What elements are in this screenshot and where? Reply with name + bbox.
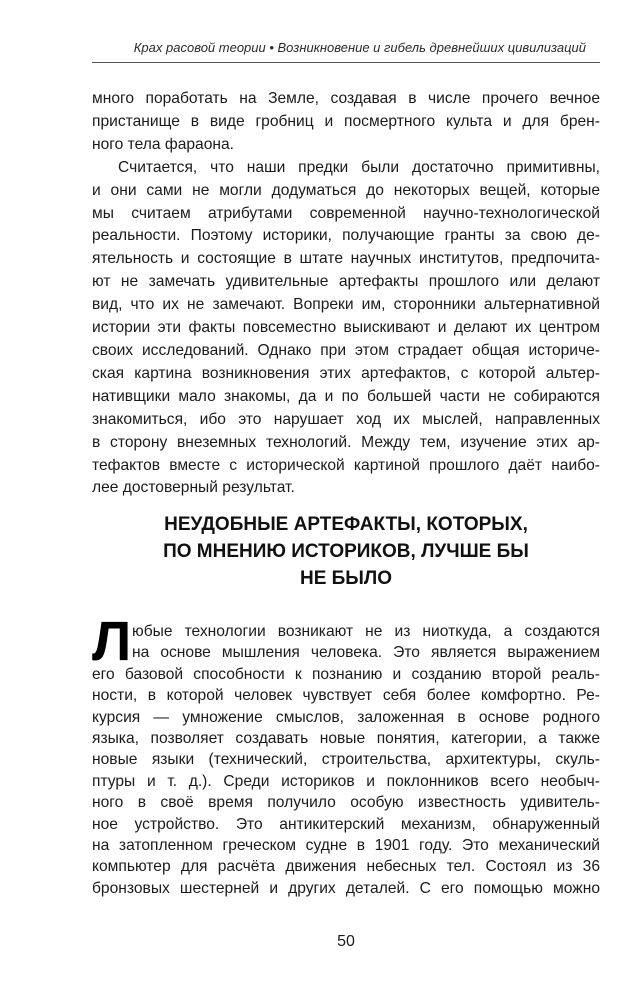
text-line: пристанище в виде гробниц и посмертного культа и для брен- — [92, 112, 600, 130]
text-line: на затопленном греческом судне в 1901 году. Это механический — [92, 837, 600, 855]
section-heading — [92, 511, 600, 592]
text-line: новые языки (технический, строительства, архитектуры, скуль- — [92, 751, 600, 769]
text-line: лее достоверный результат. — [92, 479, 295, 497]
text-line: ное устройство. Это антикитерский механизм, обнаруженный — [92, 815, 600, 833]
text-line: мы считаем атрибутами современной научно-технологической — [92, 204, 600, 222]
text-line: компьютер для расчёта движения небесных тел. Состоял из 36 — [92, 858, 600, 876]
text-line: вид, что их не замечают. Вопреки им, сторонники альтернативной — [92, 296, 600, 314]
text-line: Считается, что наши предки были достаточно примитивны, — [118, 158, 600, 176]
running-header: Крах расовой теории • Возникновение и гибель древнейших цивилизаций — [133, 40, 586, 55]
text-line: курсия — умножение смыслов, заложенная в основе родного — [92, 708, 600, 726]
drop-cap: Л — [92, 609, 132, 672]
paragraph — [92, 621, 600, 899]
text-line: его базовой способности к познанию и созданию второй реаль- — [92, 665, 600, 683]
text-line: юбые технологии возникают не из ниоткуда, а создаются — [132, 623, 600, 640]
text-line: много поработать на Земле, создавая в числе прочего вечное — [92, 90, 600, 107]
heading-line: ПО МНЕНИЮ ИСТОРИКОВ, ЛУЧШЕ БЫ — [163, 541, 529, 562]
heading-line: НЕУДОБНЫЕ АРТЕФАКТЫ, КОТОРЫХ, — [164, 514, 528, 535]
header-rule — [92, 62, 600, 63]
text-line: ного тела фараона. — [92, 135, 234, 153]
text-line: ности, в которой человек чувствует себя более комфортно. Ре- — [92, 687, 600, 705]
section-body — [92, 609, 600, 899]
heading-line: НЕ БЫЛО — [299, 568, 393, 589]
page-number: 50 — [337, 933, 355, 950]
text-line: птуры и т. д.). Среди историков и поклонников всего необыч- — [92, 772, 600, 790]
paragraph — [92, 157, 600, 501]
text-line: знакомиться, ибо это нарушает ход их мыслей, направленных — [92, 410, 600, 428]
text-line: истории эти факты повсеместно выискивают и делают их центром — [92, 319, 600, 337]
text-line: и они сами не могли додуматься до некоторых вещей, которые — [92, 181, 600, 199]
text-line: ская картина возникновения этих артефактов, с которой альтер- — [92, 364, 600, 382]
body-text — [92, 88, 600, 500]
text-line: нативщики мало знакомы, да и по большей части не собираются — [92, 387, 600, 405]
text-line: тефактов вместе с исторической картиной прошлого даёт наибо- — [92, 456, 600, 474]
text-line: языка, позволяет создавать новые понятия, категории, а также — [92, 730, 600, 748]
paragraph — [92, 88, 600, 157]
text-line: ятельность и состоящие в штате научных институтов, предпочита- — [92, 250, 600, 268]
text-line: на основе мышления человека. Это является выражением — [132, 644, 600, 662]
text-line: реальности. Поэтому историки, получающие гранты за свою де- — [92, 227, 600, 245]
text-line: ного в своё время получило особую известность удивитель- — [92, 794, 600, 812]
text-line: ют не замечать удивительные артефакты прошлого или делают — [92, 273, 600, 291]
text-line: в сторону внеземных технологий. Между тем, изучение этих ар- — [92, 433, 600, 451]
text-line: бронзовых шестерней и других деталей. С его помощью можно — [92, 879, 600, 897]
text-line: своих исследований. Однако при этом страдает общая историче- — [92, 341, 600, 359]
